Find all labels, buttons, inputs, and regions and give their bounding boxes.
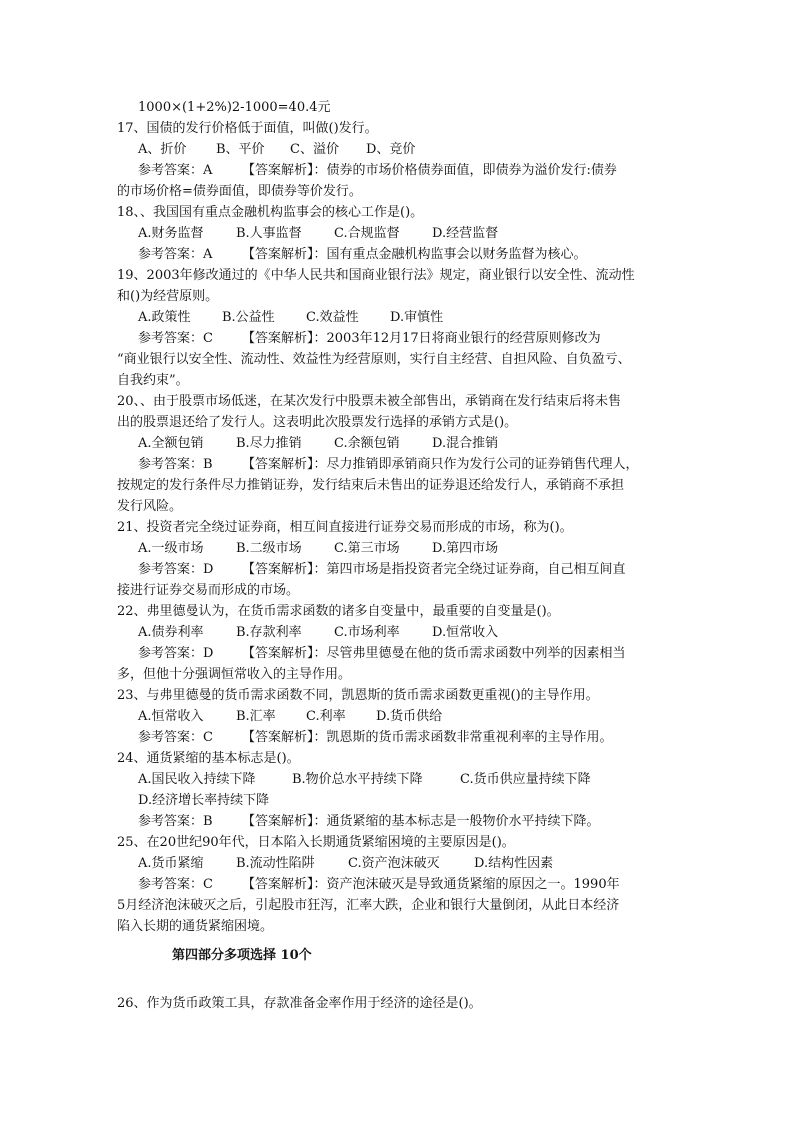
question-stem: 和()为经营原则。 xyxy=(117,289,219,304)
question-22-analysis-cont xyxy=(0,664,794,685)
question-24-stem xyxy=(0,748,794,769)
question-stem: 25、在20世纪90年代，日本陷入长期通货紧缩困境的主要原因是()。 xyxy=(117,835,515,850)
question-20-analysis-cont xyxy=(0,475,794,496)
question-25-answer xyxy=(0,874,794,895)
question-19-stem-cont xyxy=(0,286,794,307)
option-a: A.政策性 xyxy=(138,310,191,325)
option-a: A.财务监督 xyxy=(138,226,204,241)
question-stem: 19、2003年修改通过的《中华人民共和国商业银行法》规定，商业银行以安全性、流动性 xyxy=(117,268,635,283)
option-d: D.货币供给 xyxy=(376,709,443,724)
answer-analysis: 多，但他十分强调恒常收入的主导作用。 xyxy=(117,667,352,682)
answer-label: 参考答案：D xyxy=(138,562,214,577)
question-21-answer xyxy=(0,559,794,580)
option-d: D.经济增长率持续下降 xyxy=(138,793,270,808)
question-20-stem-cont xyxy=(0,412,794,433)
answer-analysis: 按规定的发行条件尽力推销证券，发行结束后未售出的证券退还给发行人，承销商不承担 xyxy=(117,478,625,493)
answer-label: 参考答案：C xyxy=(138,331,213,346)
question-stem: 23、与弗里德曼的货币需求函数不同，凯恩斯的货币需求函数更重视()的主导作用。 xyxy=(117,688,599,703)
question-18-answer xyxy=(0,244,794,265)
answer-analysis: 【答案解析】：尽管弗里德曼在他的货币需求函数中列举的因素相当 xyxy=(242,646,626,661)
option-b: B.存款利率 xyxy=(236,625,302,640)
option-c: C.第三市场 xyxy=(334,541,400,556)
section-heading xyxy=(0,945,794,966)
formula-text: 1000×(1+2%)2-1000=40.4元 xyxy=(138,100,331,115)
answer-analysis: 【答案解析】：第四市场是指投资者完全绕过证券商，自己相互间直 xyxy=(242,562,626,577)
option-d: D.第四市场 xyxy=(432,541,499,556)
question-19-stem xyxy=(0,265,794,286)
answer-analysis: 【答案解析】：债券的市场价格债券面值，即债券为溢价发行:债券 xyxy=(242,163,617,178)
option-b: B.尽力推销 xyxy=(236,436,302,451)
answer-analysis: 自我约束”。 xyxy=(117,373,189,388)
question-19-answer xyxy=(0,328,794,349)
question-25-options xyxy=(0,853,794,874)
question-stem: 出的股票退还给了发行人。这表明此次股票发行选择的承销方式是()。 xyxy=(117,415,518,430)
question-22-options xyxy=(0,622,794,643)
answer-analysis: 接进行证券交易而形成的市场。 xyxy=(117,583,300,598)
answer-label: 参考答案：A xyxy=(138,163,213,178)
question-17-stem xyxy=(0,118,794,139)
answer-analysis: 【答案解析】：资产泡沫破灭是导致通货紧缩的原因之一。1990年 xyxy=(242,877,620,892)
option-c: C.货币供应量持续下降 xyxy=(460,772,591,787)
option-c: C.效益性 xyxy=(306,310,359,325)
question-24-options-cont xyxy=(0,790,794,811)
answer-analysis: 的市场价格=债券面值，即债券等价发行。 xyxy=(117,184,362,199)
question-19-options xyxy=(0,307,794,328)
question-24-options xyxy=(0,769,794,790)
question-22-stem xyxy=(0,601,794,622)
answer-analysis: 5月经济泡沫破灭之后，引起股市狂泻，汇率大跌，企业和银行大量倒闭，从此日本经济 xyxy=(117,898,620,913)
question-26-stem xyxy=(0,993,794,1014)
question-20-answer xyxy=(0,454,794,475)
option-d: D、竞价 xyxy=(366,142,416,157)
question-23-options xyxy=(0,706,794,727)
question-17-options xyxy=(0,139,794,160)
option-b: B.公益性 xyxy=(222,310,275,325)
question-20-options xyxy=(0,433,794,454)
option-c: C.利率 xyxy=(306,709,346,724)
answer-label: 参考答案：C xyxy=(138,877,213,892)
question-23-stem xyxy=(0,685,794,706)
question-18-stem xyxy=(0,202,794,223)
option-a: A.货币紧缩 xyxy=(138,856,204,871)
answer-analysis: 陷入长期的通货紧缩困境。 xyxy=(117,919,274,934)
question-22-answer xyxy=(0,643,794,664)
question-25-stem xyxy=(0,832,794,853)
question-20-stem xyxy=(0,391,794,412)
answer-analysis: 【答案解析】：尽力推销即承销商只作为发行公司的证券销售代理人， xyxy=(242,457,639,472)
question-19-analysis-cont xyxy=(0,370,794,391)
option-a: A.一级市场 xyxy=(138,541,204,556)
option-d: D.审慎性 xyxy=(390,310,444,325)
question-23-answer xyxy=(0,727,794,748)
option-c: C、溢价 xyxy=(290,142,339,157)
answer-label: 参考答案：C xyxy=(138,730,213,745)
answer-analysis: 【答案解析】：凯恩斯的货币需求函数非常重视利率的主导作用。 xyxy=(242,730,613,745)
option-d: D.结构性因素 xyxy=(474,856,554,871)
question-21-analysis-cont xyxy=(0,580,794,601)
question-17-analysis-cont xyxy=(0,181,794,202)
option-a: A.债券利率 xyxy=(138,625,204,640)
answer-analysis: “商业银行以安全性、流动性、效益性为经营原则，实行自主经营、自担风险、自负盈亏、 xyxy=(117,352,631,367)
option-d: D.经营监督 xyxy=(432,226,499,241)
answer-label: 参考答案：B xyxy=(138,457,213,472)
question-21-stem xyxy=(0,517,794,538)
option-b: B.物价总水平持续下降 xyxy=(292,772,423,787)
option-b: B.人事监督 xyxy=(236,226,302,241)
question-18-options xyxy=(0,223,794,244)
formula-line xyxy=(0,97,794,118)
question-stem: 26、作为货币政策工具，存款准备金率作用于经济的途径是()。 xyxy=(117,996,482,1011)
question-20-analysis-cont xyxy=(0,496,794,517)
question-25-analysis-cont xyxy=(0,895,794,916)
question-stem: 24、通货紧缩的基本标志是()。 xyxy=(117,751,300,766)
option-b: B.二级市场 xyxy=(236,541,302,556)
option-b: B.汇率 xyxy=(236,709,276,724)
option-b: B.流动性陷阱 xyxy=(236,856,315,871)
option-b: B、平价 xyxy=(216,142,265,157)
option-a: A、折价 xyxy=(138,142,187,157)
answer-label: 参考答案：A xyxy=(138,247,213,262)
question-stem: 21、投资者完全绕过证券商，相互间直接进行证券交易而形成的市场，称为()。 xyxy=(117,520,573,535)
section-title: 第四部分多项选择 10个 xyxy=(172,948,312,963)
option-c: C.市场利率 xyxy=(334,625,400,640)
question-25-analysis-cont xyxy=(0,916,794,937)
question-21-options xyxy=(0,538,794,559)
question-stem: 17、国债的发行价格低于面值，叫做()发行。 xyxy=(117,121,378,136)
answer-analysis: 【答案解析】：国有重点金融机构监事会以财务监督为核心。 xyxy=(242,247,587,262)
answer-label: 参考答案：B xyxy=(138,814,213,829)
option-c: C.余额包销 xyxy=(334,436,400,451)
answer-label: 参考答案：D xyxy=(138,646,214,661)
option-c: C.合规监督 xyxy=(334,226,400,241)
question-17-answer xyxy=(0,160,794,181)
question-19-analysis-cont xyxy=(0,349,794,370)
question-24-answer xyxy=(0,811,794,832)
option-d: D.混合推销 xyxy=(432,436,499,451)
option-a: A.国民收入持续下降 xyxy=(138,772,256,787)
option-c: C.资产泡沫破灭 xyxy=(348,856,440,871)
answer-analysis: 【答案解析】：通货紧缩的基本标志是一般物价水平持续下降。 xyxy=(242,814,600,829)
option-a: A.恒常收入 xyxy=(138,709,204,724)
question-stem: 18、、我国国有重点金融机构监事会的核心工作是()。 xyxy=(117,205,424,220)
question-stem: 20、、由于股票市场低迷，在某次发行中股票未被全部售出，承销商在发行结束后将未售 xyxy=(117,394,622,409)
answer-analysis: 【答案解析】：2003年12月17日将商业银行的经营原则修改为 xyxy=(242,331,601,346)
answer-analysis: 发行风险。 xyxy=(117,499,183,514)
option-a: A.全额包销 xyxy=(138,436,204,451)
option-d: D.恒常收入 xyxy=(432,625,499,640)
question-stem: 22、弗里德曼认为，在货币需求函数的诸多自变量中，最重要的自变量是()。 xyxy=(117,604,560,619)
